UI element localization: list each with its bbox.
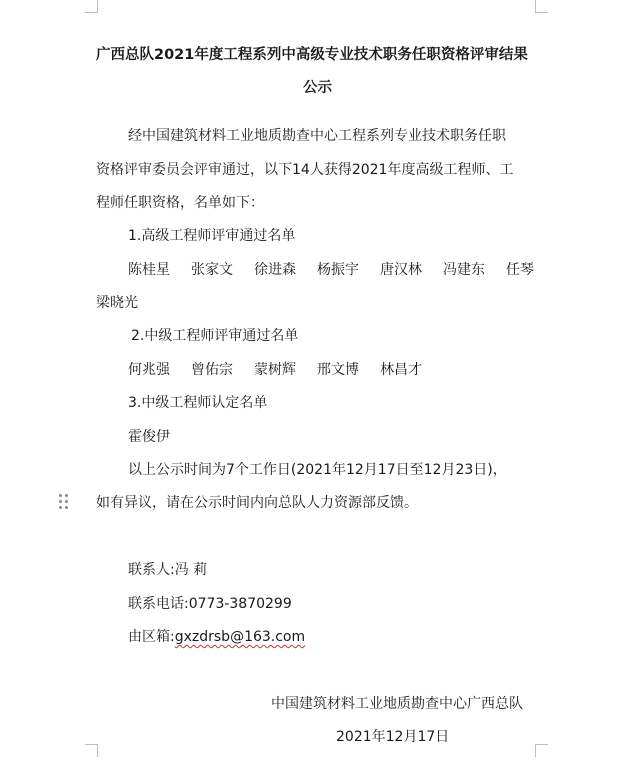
name-item: 林昌才 xyxy=(380,362,422,378)
intro-line-2: 资格评审委员会评审通过，以下14人获得2021年度高级工程师、工 xyxy=(96,162,514,178)
section1-title: 1.高级工程师评审通过名单 xyxy=(128,228,296,244)
title-line-2: 公示 xyxy=(303,80,332,96)
section2-title: 2.中级工程师评审通过名单 xyxy=(131,328,299,344)
section2-names xyxy=(128,360,422,380)
name-item: 冯建东 xyxy=(443,262,485,278)
name-item: 杨振宇 xyxy=(317,262,359,278)
name-item: 曾佑宗 xyxy=(191,362,233,378)
contact-email: gxzdrsb@163.com xyxy=(174,629,306,645)
margin-corner-bottom-right xyxy=(535,744,548,757)
section3-names: 霍俊伊 xyxy=(128,429,170,445)
name-item: 徐进森 xyxy=(254,262,296,278)
intro-line-1: 经中国建筑材料工业地质勘查中心工程系列专业技术职务任职 xyxy=(128,128,506,144)
signature-date: 2021年12月17日 xyxy=(336,729,450,745)
margin-corner-bottom-left xyxy=(85,744,98,757)
name-item: 张家文 xyxy=(191,262,233,278)
contact-email-label: 由区箱: xyxy=(128,629,175,645)
margin-corner-top-left xyxy=(85,0,98,13)
drag-handle-icon[interactable] xyxy=(59,494,69,510)
name-item: 唐汉林 xyxy=(380,262,422,278)
title-line-1: 广西总队2021年度工程系列中高级专业技术职务任职资格评审结果 xyxy=(96,47,528,63)
notice-line-1: 以上公示时间为7个工作日(2021年12月17日至12月23日)， xyxy=(128,462,507,478)
section1-names xyxy=(128,260,534,280)
name-item: 邢文博 xyxy=(317,362,359,378)
name-item: 陈桂星 xyxy=(128,262,170,278)
contact-person: 联系人:冯 莉 xyxy=(128,562,208,578)
margin-corner-top-right xyxy=(535,0,548,13)
intro-line-3: 程师任职资格，名单如下： xyxy=(96,195,264,211)
contact-phone: 联系电话:0773-3870299 xyxy=(128,596,292,612)
signature-org: 中国建筑材料工业地质勘查中心广西总队 xyxy=(271,696,523,712)
name-item: 蒙树辉 xyxy=(254,362,296,378)
contact-email-row xyxy=(128,627,305,647)
name-item: 任琴 xyxy=(506,262,534,278)
section3-title: 3.中级工程师认定名单 xyxy=(128,395,268,411)
section1-names-cont: 梁晓光 xyxy=(96,295,138,311)
name-item: 何兆强 xyxy=(128,362,170,378)
notice-line-2: 如有异议，请在公示时间内向总队人力资源部反馈。 xyxy=(96,495,418,511)
